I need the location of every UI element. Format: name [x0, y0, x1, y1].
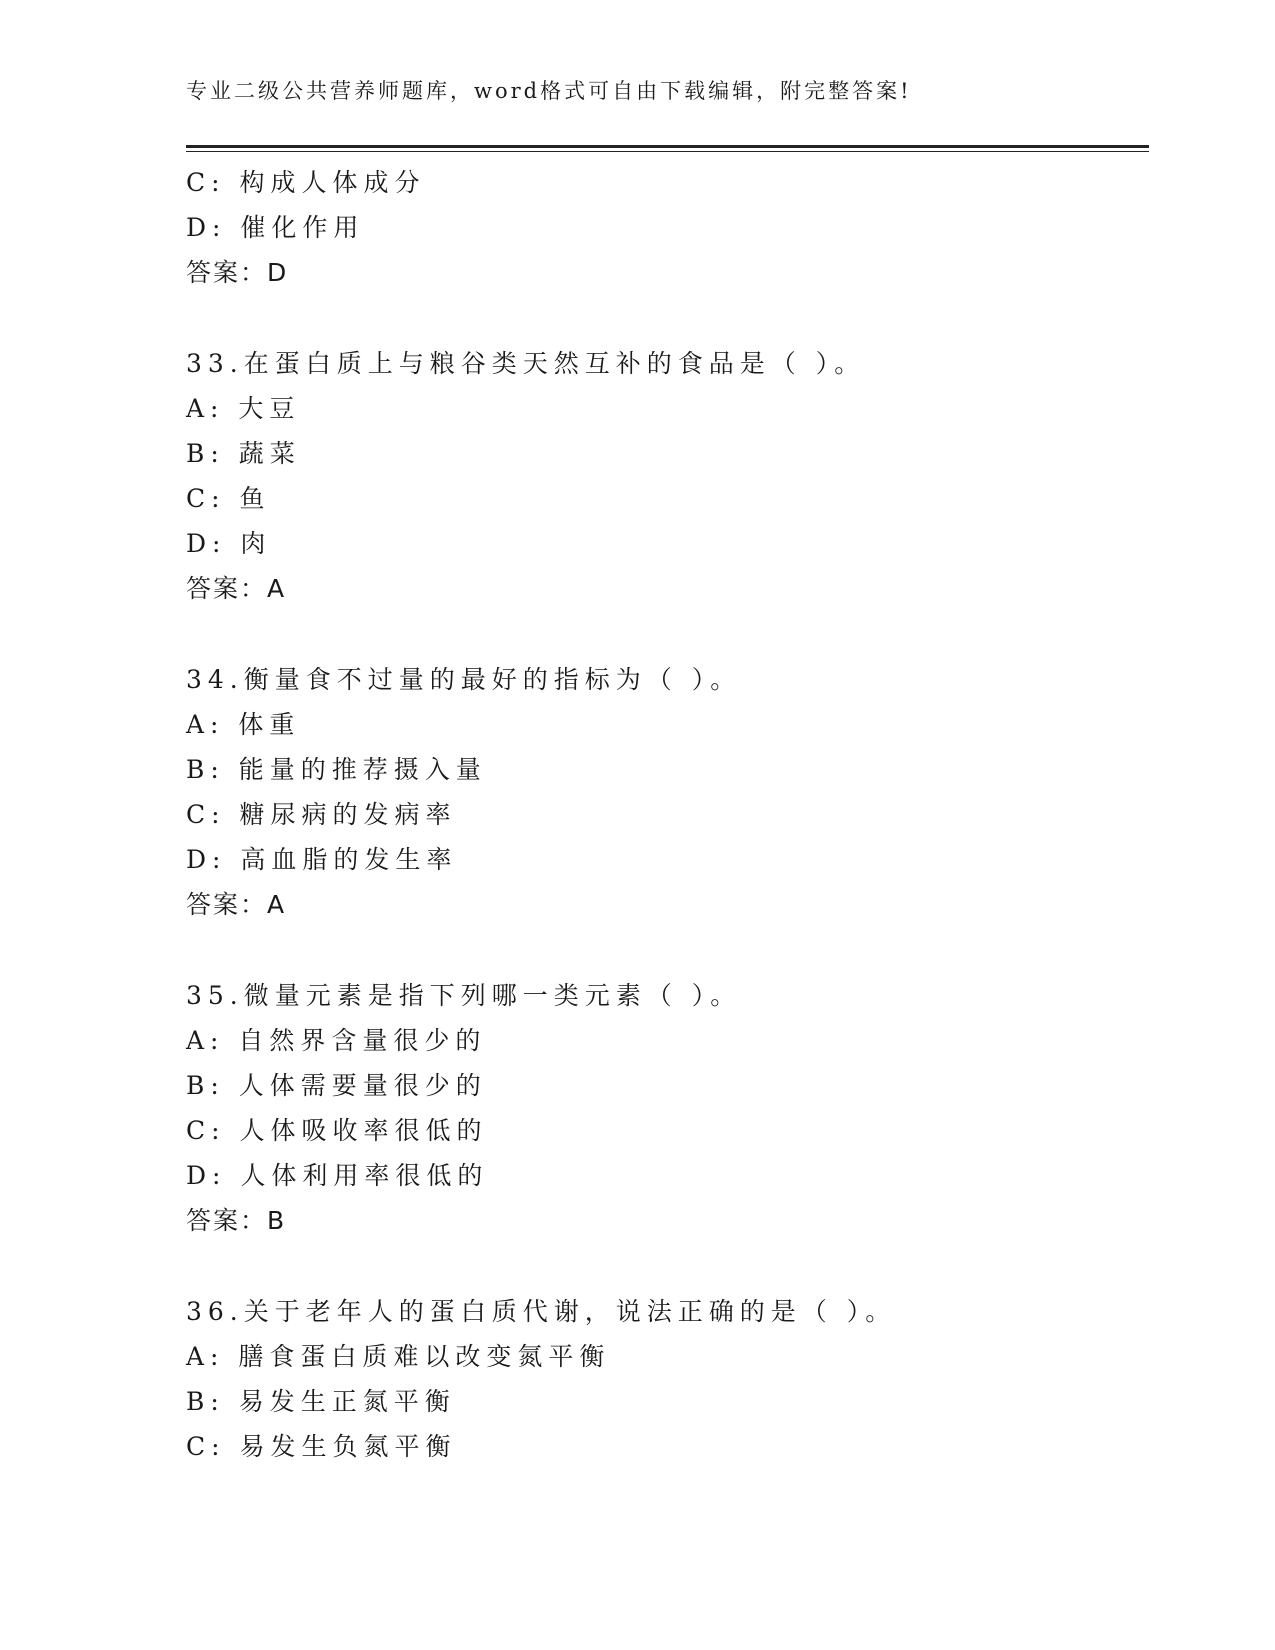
- spacer: [186, 611, 1149, 657]
- question-block-35: [186, 973, 1149, 1243]
- option-c: C: 鱼: [186, 484, 271, 513]
- option-b: B: 能量的推荐摄入量: [186, 755, 487, 784]
- question-block-34: [186, 657, 1149, 927]
- option-d: D: 催化作用: [186, 213, 365, 242]
- answer-line: 答案：B: [186, 1206, 287, 1235]
- header-rule-thick: [186, 145, 1149, 148]
- option-a: A: 自然界含量很少的: [186, 1026, 487, 1055]
- option-c: C: 易发生负氮平衡: [186, 1432, 457, 1461]
- option-b: B: 蔬菜: [186, 439, 301, 468]
- question-block-33: [186, 341, 1149, 611]
- option-b: B: 易发生正氮平衡: [186, 1387, 456, 1416]
- option-d: D: 肉: [186, 529, 272, 558]
- question-stem: 34.衡量食不过量的最好的指标为（ ）。: [186, 665, 742, 694]
- option-c: C: 构成人体成分: [186, 168, 426, 197]
- question-stem: 36.关于老年人的蛋白质代谢，说法正确的是（ ）。: [186, 1297, 897, 1326]
- option-b: B: 人体需要量很少的: [186, 1071, 487, 1100]
- option-d: D: 高血脂的发生率: [186, 845, 458, 874]
- question-block-prev: [186, 160, 1149, 295]
- header-rule-thin: [186, 151, 1149, 152]
- option-a: A: 膳食蛋白质难以改变氮平衡: [186, 1342, 611, 1371]
- spacer: [186, 1243, 1149, 1289]
- option-a: A: 大豆: [186, 394, 301, 423]
- option-c: C: 糖尿病的发病率: [186, 800, 457, 829]
- question-stem: 33.在蛋白质上与粮谷类天然互补的食品是（ ）。: [186, 349, 866, 378]
- option-c: C: 人体吸收率很低的: [186, 1116, 488, 1145]
- answer-line: 答案：A: [186, 890, 287, 919]
- answer-line: 答案：D: [186, 258, 289, 287]
- question-stem: 35.微量元素是指下列哪一类元素（ ）。: [186, 981, 742, 1010]
- option-a: A: 体重: [186, 710, 301, 739]
- spacer: [186, 295, 1149, 341]
- spacer: [186, 927, 1149, 973]
- question-list: [186, 160, 1149, 1469]
- option-d: D: 人体利用率很低的: [186, 1161, 489, 1190]
- answer-line: 答案：A: [186, 574, 287, 603]
- question-block-36: [186, 1289, 1149, 1469]
- page-header: 专业二级公共营养师题库，word格式可自由下载编辑，附完整答案!: [186, 79, 912, 103]
